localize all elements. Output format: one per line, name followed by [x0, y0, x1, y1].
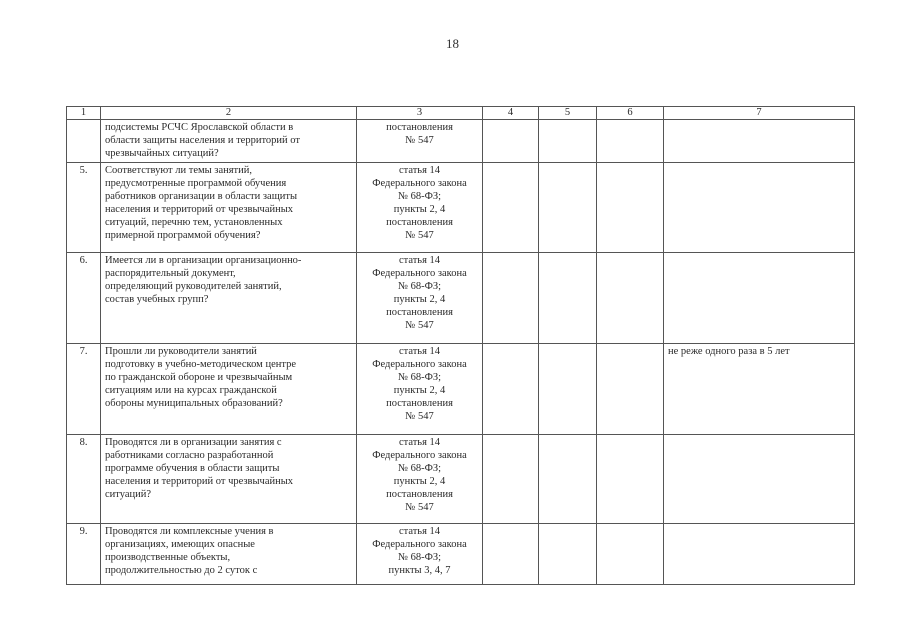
reference-line: Федерального закона — [372, 450, 467, 461]
question-cell — [101, 344, 357, 435]
question-cell — [101, 120, 357, 163]
answer-cell-6 — [597, 524, 664, 585]
row-number: 8. — [67, 435, 101, 524]
reference-line: Федерального закона — [372, 539, 467, 550]
reference-line: № 547 — [405, 230, 434, 241]
column-header-3: 3 — [357, 107, 483, 120]
question-line: ситуациям или на курсах гражданской — [105, 385, 277, 396]
table-row — [67, 435, 855, 524]
question-line: Проводятся ли в организации занятия с — [105, 437, 282, 448]
answer-cell-4 — [483, 435, 539, 524]
legal-reference-cell — [357, 163, 483, 253]
reference-line: пункты 2, 4 — [393, 294, 446, 305]
question-line: ситуаций? — [105, 489, 152, 500]
reference-line: постановления — [386, 217, 453, 228]
note-cell: не реже одного раза в 5 лет — [664, 344, 855, 435]
question-line: предусмотренные программой обучения — [105, 178, 287, 189]
answer-cell-5 — [539, 163, 597, 253]
question-line: определяющий руководителей занятий, — [105, 281, 282, 292]
column-header-4: 4 — [483, 107, 539, 120]
reference-line: Федерального закона — [372, 268, 467, 279]
row-number: 6. — [67, 253, 101, 344]
answer-cell-6 — [597, 435, 664, 524]
table-row — [67, 524, 855, 585]
inspection-checklist-table — [66, 106, 855, 585]
question-line: ситуаций, перечню тем, установленных — [105, 217, 283, 228]
reference-line: № 68-ФЗ; — [397, 372, 442, 383]
reference-line: постановления — [386, 398, 453, 409]
legal-reference-cell — [357, 253, 483, 344]
reference-line: статья 14 — [398, 526, 441, 537]
reference-line: Федерального закона — [372, 359, 467, 370]
question-line: работниками согласно разработанной — [105, 450, 274, 461]
reference-line: статья 14 — [398, 255, 441, 266]
answer-cell-4 — [483, 344, 539, 435]
answer-cell-6 — [597, 163, 664, 253]
reference-line: № 68-ФЗ; — [397, 191, 442, 202]
reference-line: пункты 2, 4 — [393, 204, 446, 215]
note-cell — [664, 163, 855, 253]
question-line: распорядительный документ, — [105, 268, 236, 279]
answer-cell-6 — [597, 120, 664, 163]
question-line: Прошли ли руководители занятий — [105, 346, 257, 357]
table-row — [67, 253, 855, 344]
legal-reference-cell — [357, 344, 483, 435]
legal-reference-cell — [357, 120, 483, 163]
answer-cell-4 — [483, 524, 539, 585]
question-line: Соответствуют ли темы занятий, — [105, 165, 253, 176]
column-header-7: 7 — [664, 107, 855, 120]
reference-line: статья 14 — [398, 165, 441, 176]
answer-cell-6 — [597, 253, 664, 344]
row-number — [67, 120, 101, 163]
question-line: продолжительностью до 2 суток с — [105, 565, 258, 576]
question-line: Имеется ли в организации организационно- — [105, 255, 302, 266]
question-line: подсистемы РСЧС Ярославской области в — [105, 122, 294, 133]
question-line: подготовку в учебно-методическом центре — [105, 359, 296, 370]
answer-cell-5 — [539, 435, 597, 524]
reference-line: постановления — [386, 307, 453, 318]
reference-line: постановления — [386, 489, 453, 500]
table-row — [67, 120, 855, 163]
table-row — [67, 163, 855, 253]
note-cell — [664, 120, 855, 163]
note-cell — [664, 253, 855, 344]
question-line: по гражданской обороне и чрезвычайным — [105, 372, 293, 383]
question-line: состав учебных групп? — [105, 294, 209, 305]
question-line: организациях, имеющих опасные — [105, 539, 255, 550]
question-line: производственные объекты, — [105, 552, 231, 563]
question-line: области защиты населения и территорий от — [105, 135, 300, 146]
question-line: работников организации в области защиты — [105, 191, 298, 202]
reference-line: пункты 2, 4 — [393, 385, 446, 396]
answer-cell-4 — [483, 163, 539, 253]
reference-line: пункты 3, 4, 7 — [388, 565, 451, 576]
question-cell — [101, 524, 357, 585]
question-line: населения и территорий от чрезвычайных — [105, 476, 294, 487]
reference-line: статья 14 — [398, 346, 441, 357]
reference-line: № 547 — [405, 320, 434, 331]
legal-reference-cell — [357, 435, 483, 524]
reference-line: № 547 — [405, 502, 434, 513]
table-row — [67, 344, 855, 435]
answer-cell-6 — [597, 344, 664, 435]
column-header-5: 5 — [539, 107, 597, 120]
reference-line: статья 14 — [398, 437, 441, 448]
question-cell — [101, 163, 357, 253]
question-line: Проводятся ли комплексные учения в — [105, 526, 274, 537]
page-number: 18 — [446, 36, 459, 51]
reference-line: Федерального закона — [372, 178, 467, 189]
reference-line: № 68-ФЗ; — [397, 463, 442, 474]
answer-cell-4 — [483, 120, 539, 163]
row-number: 7. — [67, 344, 101, 435]
column-header-6: 6 — [597, 107, 664, 120]
answer-cell-5 — [539, 120, 597, 163]
answer-cell-4 — [483, 253, 539, 344]
reference-line: № 68-ФЗ; — [397, 281, 442, 292]
answer-cell-5 — [539, 524, 597, 585]
question-line: примерной программой обучения? — [105, 230, 261, 241]
column-header-1: 1 — [67, 107, 101, 120]
note-cell — [664, 435, 855, 524]
column-header-2: 2 — [101, 107, 357, 120]
reference-line: № 68-ФЗ; — [397, 552, 442, 563]
row-number: 9. — [67, 524, 101, 585]
question-cell — [101, 435, 357, 524]
question-line: программе обучения в области защиты — [105, 463, 280, 474]
legal-reference-cell — [357, 524, 483, 585]
reference-line: постановления — [386, 122, 453, 133]
answer-cell-5 — [539, 253, 597, 344]
reference-line: № 547 — [405, 411, 434, 422]
question-cell — [101, 253, 357, 344]
reference-line: пункты 2, 4 — [393, 476, 446, 487]
question-line: населения и территорий от чрезвычайных — [105, 204, 294, 215]
reference-line: № 547 — [405, 135, 434, 146]
row-number: 5. — [67, 163, 101, 253]
question-line: чрезвычайных ситуаций? — [105, 148, 219, 159]
question-line: обороны муниципальных образований? — [105, 398, 283, 409]
note-cell — [664, 524, 855, 585]
table-header-row — [67, 107, 855, 120]
answer-cell-5 — [539, 344, 597, 435]
